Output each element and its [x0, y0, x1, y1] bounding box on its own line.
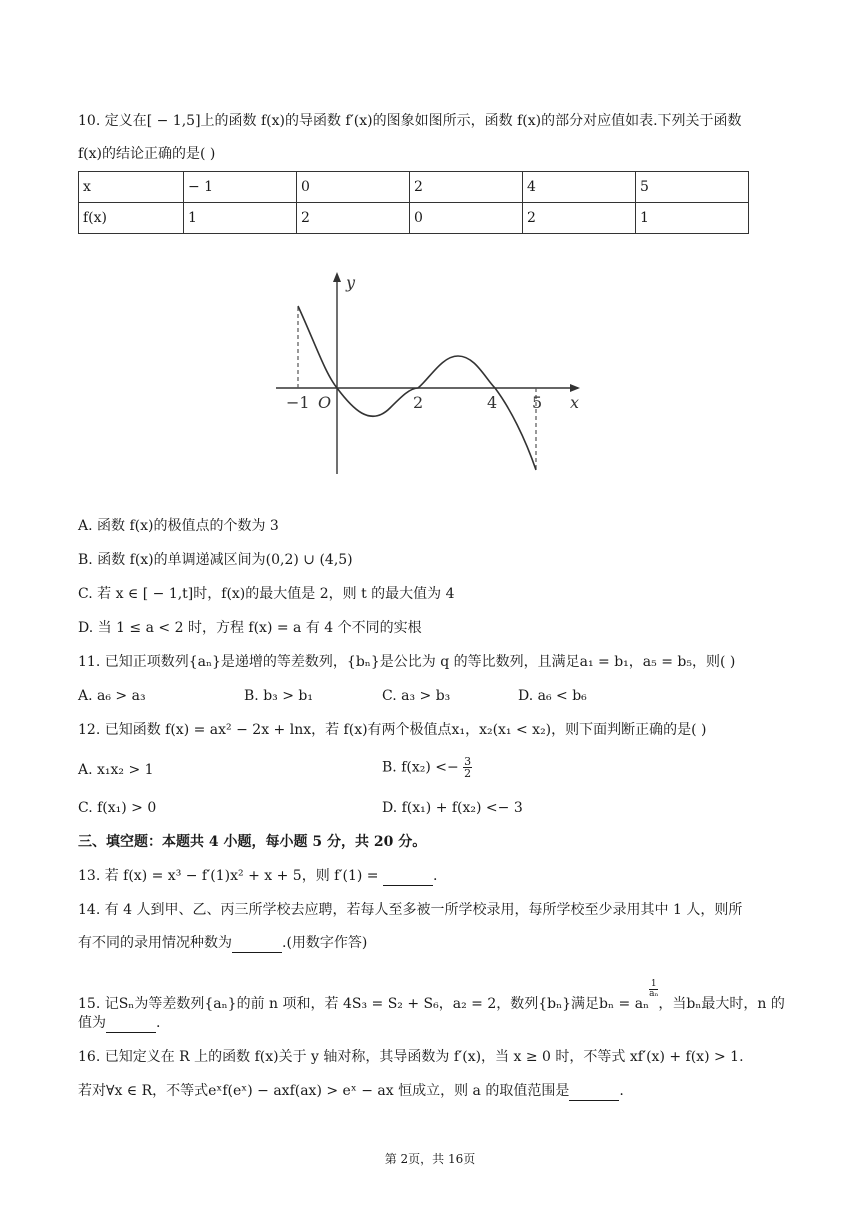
- table-cell: − 1: [184, 172, 297, 203]
- q10-stem-line2: f(x)的结论正确的是( ): [78, 146, 216, 162]
- q15-line2-end: .: [156, 1015, 161, 1031]
- origin-label: O: [318, 393, 332, 412]
- q16-line2-end: .: [619, 1083, 624, 1099]
- q14-line2: [78, 933, 367, 953]
- q14-line2-end: .(用数字作答): [282, 935, 368, 951]
- table-cell: f(x): [79, 203, 184, 234]
- fraction-denominator: 2: [464, 767, 472, 780]
- q12-option-a: A. x₁x₂ > 1: [78, 762, 154, 778]
- table-cell: 2: [297, 203, 410, 234]
- q12-stem: 12. 已知函数 f(x) = ax² − 2x + lnx，若 f(x)有两个极值点x₁，x₂(x₁ < x₂)，则下面判断正确的是( ): [78, 722, 707, 738]
- q16-line2: [78, 1081, 624, 1101]
- page-footer: 第 2页，共 16页: [384, 1152, 476, 1166]
- answer-blank: [232, 938, 282, 953]
- answer-blank: [383, 871, 433, 886]
- q12-option-b-text: B. f(x₂) <−: [382, 759, 459, 776]
- q11-option-b: B. b₃ > b₁: [244, 688, 313, 704]
- tick-label-neg1: −1: [286, 393, 310, 412]
- tick-label-5: 5: [532, 393, 543, 412]
- answer-blank: [569, 1086, 619, 1101]
- table-cell: 0: [410, 203, 523, 234]
- q16-line1: 16. 已知定义在 R 上的函数 f(x)关于 y 轴对称，其导函数为 f′(x)，当 x ≥ 0 时，不等式 xf′(x) + f(x) > 1.: [78, 1049, 744, 1065]
- exponent-fraction: [649, 980, 658, 999]
- q11-stem: 11. 已知正项数列{aₙ}是递增的等差数列，{bₙ}是公比为 q 的等比数列，且满足a₁ = b₁，a₅ = b₅，则( ): [78, 654, 736, 670]
- q10-option-c: C. 若 x ∈ [ − 1,t]时，f(x)的最大值是 2，则 t 的最大值为 4: [78, 586, 455, 602]
- table-cell: 1: [636, 203, 749, 234]
- derivative-graph: [270, 268, 590, 480]
- tick-label-2: 2: [413, 393, 424, 412]
- q13-text: 13. 若 f(x) = x³ − f′(1)x² + x + 5，则 f′(1) =: [78, 868, 379, 884]
- q11-option-a: A. a₆ > a₃: [78, 688, 146, 704]
- y-axis-arrow: [333, 272, 341, 282]
- q10-option-d: D. 当 1 ≤ a < 2 时，方程 f(x) = a 有 4 个不同的实根: [78, 620, 422, 636]
- q13-line: [78, 866, 437, 886]
- x-axis-arrow: [570, 384, 580, 392]
- q11-option-d: D. a₆ < b₆: [518, 688, 587, 704]
- q12-option-d: D. f(x₁) + f(x₂) <− 3: [382, 800, 523, 816]
- x-axis-label: x: [570, 393, 580, 412]
- q11-option-c: C. a₃ > b₃: [382, 688, 451, 704]
- table-cell: x: [79, 172, 184, 203]
- q12-option-b: [382, 756, 472, 779]
- q16-line2-text: 若对∀x ∈ R，不等式eˣf(eˣ) − axf(ax) > eˣ − ax 恒成立，则 a 的取值范围是: [78, 1083, 570, 1099]
- q15-line1: [78, 980, 785, 1014]
- q10-option-b: B. 函数 f(x)的单调递减区间为(0,2) ∪ (4,5): [78, 552, 353, 568]
- q12-option-c: C. f(x₁) > 0: [78, 800, 157, 816]
- fraction-numerator: 3: [464, 755, 472, 768]
- q14-line2-text: 有不同的录用情况种数为: [78, 935, 232, 951]
- q15-line2-text: 值为: [78, 1015, 106, 1031]
- q10-value-table: [78, 171, 749, 234]
- tick-label-4: 4: [487, 393, 498, 412]
- fraction-numerator: 1: [650, 979, 657, 989]
- q10-stem-line1: 10. 定义在[ − 1,5]上的函数 f(x)的导函数 f′(x)的图象如图所示，函数 f(x)的部分对应值如表.下列关于函数: [78, 113, 742, 129]
- fraction: [463, 756, 472, 779]
- q15-line1-end: ，当bₙ最大时，n 的: [658, 996, 785, 1012]
- fraction-denominator: aₙ: [649, 989, 659, 999]
- answer-blank: [106, 1018, 156, 1033]
- q10-option-a: A. 函数 f(x)的极值点的个数为 3: [78, 518, 279, 534]
- table-row: [79, 172, 749, 203]
- section-3-heading: 三、填空题：本题共 4 小题，每小题 5 分，共 20 分。: [78, 834, 427, 850]
- y-axis-label: y: [346, 273, 356, 292]
- q13-end: .: [432, 868, 438, 884]
- q15-line2: [78, 1013, 160, 1033]
- table-cell: 2: [410, 172, 523, 203]
- table-cell: 0: [297, 172, 410, 203]
- table-row: [79, 203, 749, 234]
- table-cell: 5: [636, 172, 749, 203]
- table-cell: 4: [523, 172, 636, 203]
- q15-line1-text: 15. 记Sₙ为等差数列{aₙ}的前 n 项和，若 4S₃ = S₂ + S₆，a₂ = 2，数列{bₙ}满足bₙ = aₙ: [78, 996, 650, 1012]
- table-cell: 2: [523, 203, 636, 234]
- table-cell: 1: [184, 203, 297, 234]
- q14-line1: 14. 有 4 人到甲、乙、丙三所学校去应聘，若每人至多被一所学校录用，每所学校至少录用其中 1 人，则所: [78, 902, 743, 918]
